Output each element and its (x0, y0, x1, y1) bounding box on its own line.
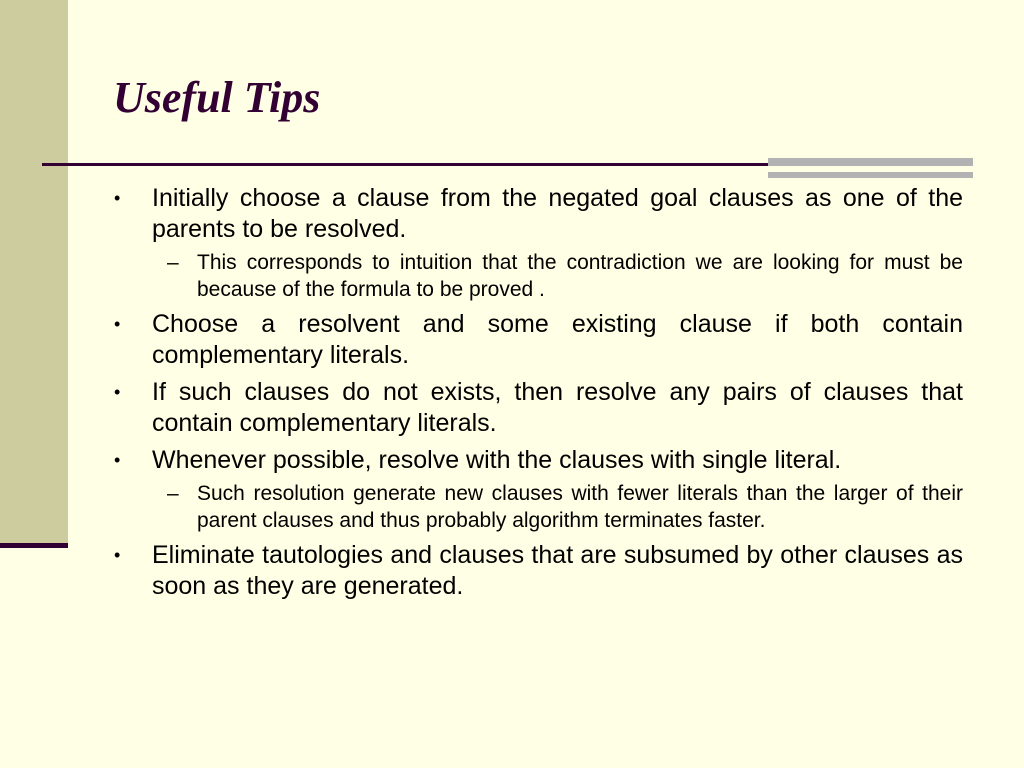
sub-item-text: This corresponds to intuition that the contradiction we are looking for must be because of the formula to be proved . (197, 251, 963, 301)
bullet-item-3 (110, 377, 963, 439)
bullet-icon: • (114, 545, 121, 565)
bullet-icon: • (114, 188, 121, 208)
side-band-decoration (0, 0, 68, 546)
bullet-text: Initially choose a clause from the negated goal clauses as one of the parents to be resolved. (152, 184, 963, 243)
bullet-text: Eliminate tautologies and clauses that are subsumed by other clauses as soon as they are generated. (152, 541, 963, 600)
bullet-icon: • (114, 314, 121, 334)
bullet-icon: • (114, 450, 121, 470)
bullet-item-4 (110, 445, 963, 476)
bullet-text: If such clauses do not exists, then resolve any pairs of clauses that contain complementary literals. (152, 378, 963, 437)
bullet-text: Choose a resolvent and some existing clause if both contain complementary literals. (152, 310, 963, 369)
bullet-text: Whenever possible, resolve with the clauses with single literal. (152, 446, 842, 474)
bullet-item-5 (110, 540, 963, 602)
bullet-item-1 (110, 183, 963, 245)
sub-item-text: Such resolution generate new clauses with fewer literals than the larger of their parent clauses and thus probably algorithm terminates faster. (197, 482, 963, 532)
slide-title: Useful Tips (113, 73, 321, 122)
sub-item-1 (110, 249, 963, 303)
side-rule-decoration (0, 543, 68, 548)
dash-icon: – (167, 251, 179, 274)
slide-content (110, 183, 963, 608)
sub-item-2 (110, 480, 963, 534)
bullet-item-2 (110, 309, 963, 371)
dash-icon: – (167, 482, 179, 505)
grey-bar-decoration-bottom (768, 172, 973, 178)
bullet-icon: • (114, 382, 121, 402)
grey-bar-decoration-top (768, 158, 973, 166)
